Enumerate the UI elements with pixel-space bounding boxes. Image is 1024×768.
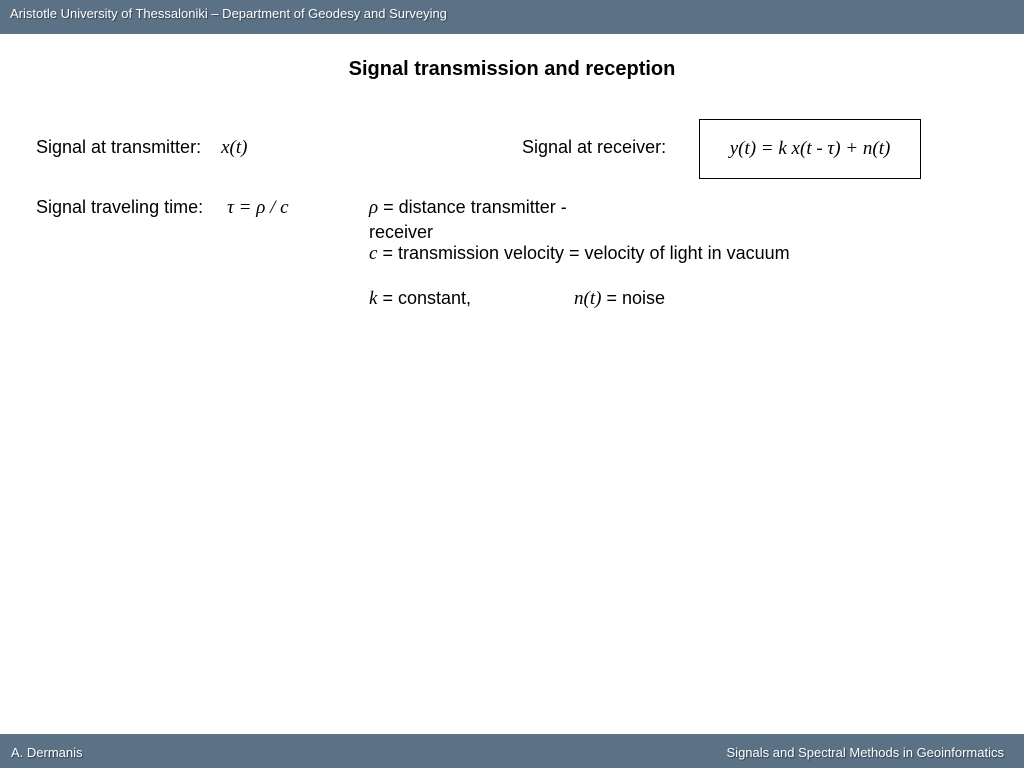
n-symbol: n(t) [574,288,602,309]
receiver-label: Signal at receiver: [522,137,667,157]
travel-label: Signal traveling time: [36,197,204,217]
receiver-formula: y(t) = k x(t - τ) + n(t) [729,138,891,159]
institution-label: Aristotle University of Thessaloniki – Department of Geodesy and Surveying [10,6,447,21]
transmitter-row [36,137,247,159]
transmitter-expression: x(t) [221,137,248,158]
c-symbol: c [369,243,378,264]
k-description: = constant, [382,288,472,308]
c-definition [369,243,790,265]
n-description: = noise [606,288,665,308]
rho-description: = distance transmitter - [383,197,567,217]
travel-row [36,197,289,219]
rho-symbol: ρ [369,197,379,218]
travel-expression: τ = ρ / c [227,197,289,218]
course-label: Signals and Spectral Methods in Geoinformatics [726,745,1004,760]
rho-description-continued: receiver [369,222,434,242]
slide-title: Signal transmission and reception [348,58,676,80]
k-definition [369,288,471,310]
noise-definition [574,288,665,310]
transmitter-label: Signal at transmitter: [36,137,202,157]
header-bar [0,0,1024,34]
receiver-formula-box [699,119,921,179]
footer-bar [0,734,1024,768]
author-label: A. Dermanis [11,745,83,760]
k-symbol: k [369,288,378,309]
c-description: = transmission velocity = velocity of light in vacuum [382,243,790,263]
rho-definition [369,197,567,219]
